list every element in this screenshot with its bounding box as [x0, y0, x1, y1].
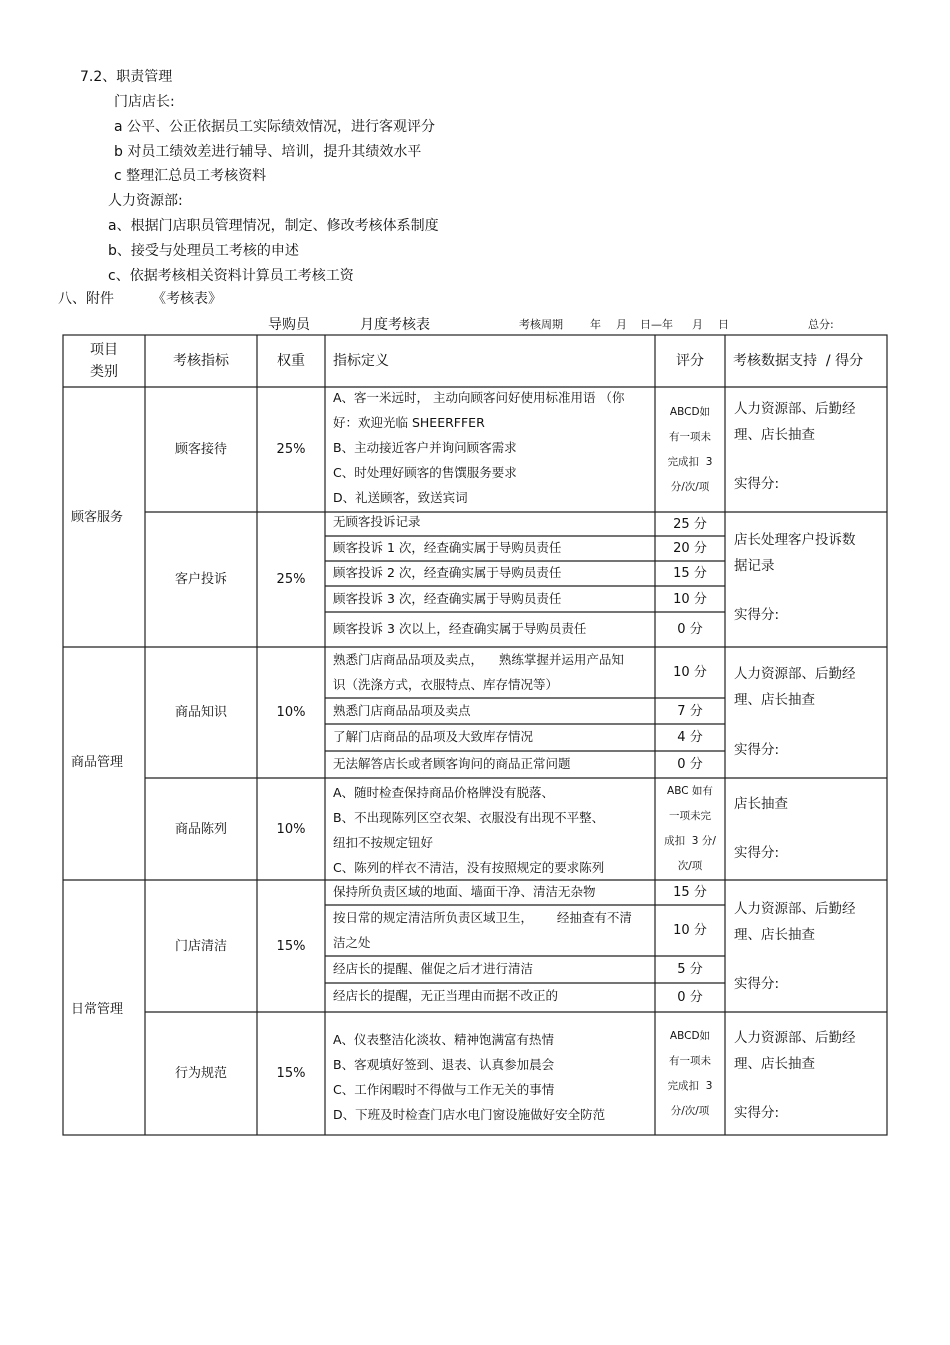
actual-score: 实得分: [734, 976, 780, 992]
indicator-name: 顾客接待 [174, 442, 227, 457]
score-rule: ABC 如有 一项未完 成扣 3 分/ 次/项 [664, 785, 716, 872]
criteria-row: 经店长的提醒、催促之后才进行清洁 [333, 961, 534, 976]
row-score: 10 分 [673, 923, 707, 938]
hr-title: 人力资源部: [108, 193, 183, 209]
period-label: 考核周期 [519, 318, 563, 331]
hr-item: b、接受与处理员工考核的申述 [108, 243, 299, 259]
actual-score: 实得分: [734, 1105, 780, 1121]
form-position: 导购员 [268, 317, 310, 333]
row-score: 0 分 [677, 622, 703, 637]
header-category: 项目 类别 [90, 342, 118, 380]
manager-item: b 对员工绩效差进行辅导、培训，提升其绩效水平 [114, 144, 422, 160]
support-text: 店长处理客户投诉数 据记录 [734, 532, 856, 574]
row-score: 4 分 [677, 730, 703, 745]
indicator-name: 商品知识 [174, 705, 227, 720]
criteria-row: 顾客投诉 2 次，经查确实属于导购员责任 [333, 565, 562, 580]
row-score: 20 分 [673, 541, 707, 556]
row-score: 15 分 [673, 885, 707, 900]
header-definition: 指标定义 [333, 352, 389, 369]
criteria-item: 好：欢迎光临 SHEERFFER [333, 415, 485, 430]
header-score: 评分 [676, 352, 704, 369]
support-text: 人力资源部、后勤经 理、店长抽查 [734, 1030, 856, 1072]
criteria-list [325, 385, 655, 512]
total-score-label: 总分: [808, 318, 834, 331]
criteria-row: 按日常的规定清洁所负责区域卫生， 经抽查有不清 洁之处 [333, 910, 632, 950]
criteria-item: C、工作闲暇时不得做与工作无关的事情 [333, 1082, 555, 1097]
row-score: 0 分 [677, 757, 703, 772]
indicator-name: 行为规范 [174, 1066, 227, 1081]
category-customer-service: 顾客服务 [71, 509, 124, 525]
criteria-row: 熟悉门店商品品项及卖点 [333, 703, 471, 718]
row-score: 5 分 [677, 962, 703, 977]
criteria-item: B、客观填好签到、退表、认真参加晨会 [333, 1057, 555, 1072]
actual-score: 实得分: [734, 607, 780, 623]
category-product-management [63, 650, 145, 880]
manager-item: c 整理汇总员工考核资料 [114, 168, 267, 184]
criteria-list [325, 1027, 655, 1127]
indicator-weight: 10% [276, 705, 306, 720]
header-indicator: 考核指标 [173, 352, 229, 369]
criteria-item: C、时处理好顾客的售馔服务要求 [333, 465, 517, 480]
header-support: 考核数据支持 / 得分 [733, 352, 864, 369]
criteria-row: 无顾客投诉记录 [333, 514, 421, 529]
hr-item: a、根据门店职员管理情况，制定、修改考核体系制度 [108, 218, 439, 234]
hr-item: c、依据考核相关资料计算员工考核工资 [108, 268, 354, 284]
category-label: 商品管理 [71, 755, 124, 770]
period-year: 年 [590, 318, 601, 331]
criteria-item: B、主动接近客户并询问顾客需求 [333, 440, 517, 455]
indicator-name: 门店清洁 [174, 938, 227, 954]
manager-title: 门店店长: [114, 94, 175, 110]
row-score: 0 分 [677, 990, 703, 1005]
criteria-row: 经店长的提醒，无正当理由而据不改正的 [333, 988, 559, 1003]
support-text: 人力资源部、后勤经 理、店长抽查 [734, 901, 856, 943]
criteria-item: C、陈列的样衣不清洁，没有按照规定的要求陈列 [333, 860, 605, 875]
criteria-row: 熟悉门店商品品项及卖点， 熟练掌握并运用产品知 识（洗涤方式，衣服特点、库存情况等） [333, 652, 624, 692]
section-heading: 7.2、职责管理 [80, 69, 173, 85]
actual-score: 实得分: [734, 476, 780, 492]
header-weight: 权重 [277, 352, 305, 369]
appendix-title: 《考核表》 [152, 291, 222, 307]
period-month-end: 月 [692, 318, 703, 331]
row-score: 25 分 [673, 516, 707, 532]
support-text: 人力资源部、后勤经 理、店长抽查 [734, 401, 856, 443]
criteria-list [325, 780, 655, 880]
manager-item: a 公平、公正依据员工实际绩效情况，进行客观评分 [114, 119, 436, 135]
criteria-item: D、礼送顾客，致送宾词 [333, 490, 468, 505]
form-name: 月度考核表 [360, 317, 430, 333]
category-daily-management [63, 880, 145, 1135]
criteria-item: D、下班及时检查门店水电门窗设施做好安全防范 [333, 1107, 606, 1122]
criteria-row: 无法解答店长或者顾客询问的商品正常问题 [333, 756, 571, 771]
indicator-name: 客户投诉 [174, 572, 227, 587]
criteria-item: A、客一米远时， 主动向顾客问好使用标准用语 （你 [333, 390, 625, 405]
criteria-item: 纽扣不按规定钮好 [333, 835, 434, 850]
indicator-weight: 25% [276, 442, 306, 457]
criteria-item: A、仪表整洁化淡妆、精神饱满富有热情 [333, 1032, 555, 1047]
indicator-weight: 15% [276, 1066, 306, 1081]
actual-score: 实得分: [734, 742, 780, 758]
indicator-weight: 25% [276, 572, 306, 587]
actual-score: 实得分: [734, 845, 780, 861]
row-score: 7 分 [677, 703, 703, 719]
score-rule: ABCD如 有一项未 完成扣 3 分/次/项 [667, 405, 713, 493]
period-day-year: 日—年 [640, 318, 673, 331]
criteria-row: 保持所负责区域的地面、墙面干净、清洁无杂物 [333, 884, 596, 899]
row-score: 10 分 [673, 591, 707, 607]
support-text: 店长抽查 [734, 796, 788, 812]
criteria-row: 顾客投诉 3 次以上，经查确实属于导购员责任 [333, 621, 587, 636]
appendix-label: 八、附件 [58, 291, 114, 307]
period-month: 月 [616, 318, 627, 331]
period-day-end: 日 [718, 318, 729, 331]
category-label: 日常管理 [71, 1002, 124, 1017]
score-rule: ABCD如 有一项未 完成扣 3 分/次/项 [667, 1029, 713, 1117]
indicator-weight: 10% [276, 821, 306, 837]
criteria-item: B、不出现陈列区空衣架、衣服没有出现不平整、 [333, 810, 605, 825]
criteria-row: 顾客投诉 1 次，经查确实属于导购员责任 [333, 540, 562, 555]
criteria-row: 顾客投诉 3 次，经查确实属于导购员责任 [333, 591, 562, 606]
criteria-item: A、随时检查保持商品价格牌没有脱落、 [333, 785, 555, 800]
indicator-name: 商品陈列 [174, 821, 227, 837]
row-score: 10 分 [673, 665, 707, 680]
support-text: 人力资源部、后勤经 理、店长抽查 [734, 666, 856, 708]
row-score: 15 分 [673, 566, 707, 581]
criteria-row: 了解门店商品的品项及大致库存情况 [333, 729, 534, 744]
indicator-weight: 15% [276, 938, 306, 954]
